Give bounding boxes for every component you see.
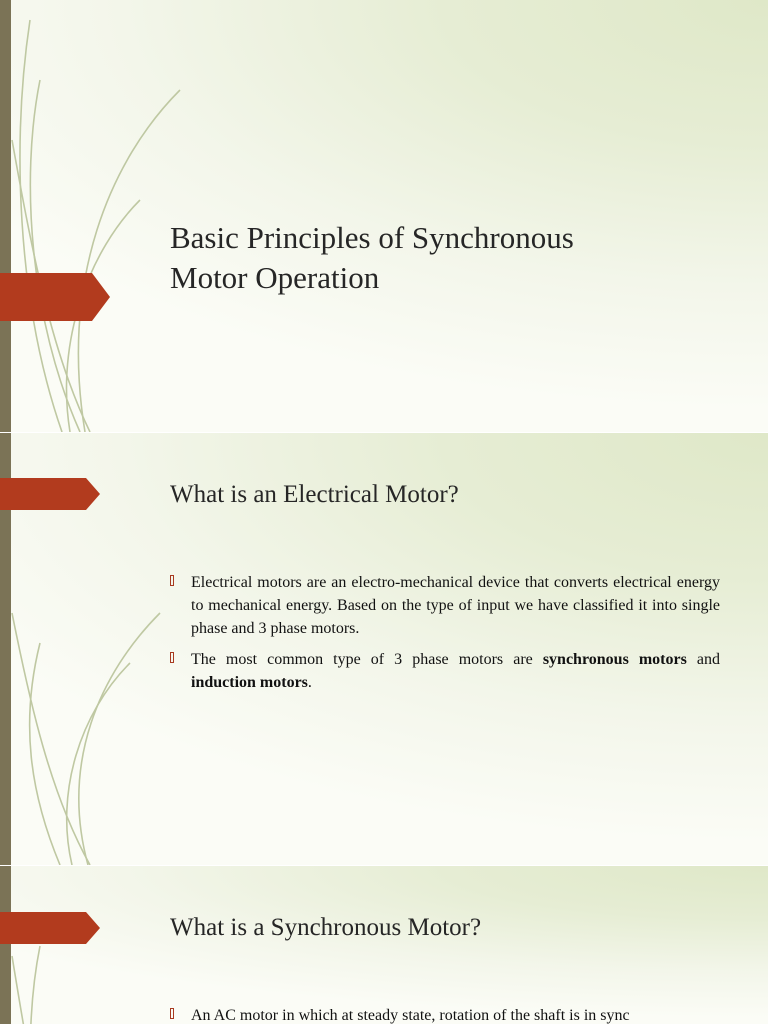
title-line-1: Basic Principles of Synchronous — [170, 220, 574, 255]
slide-2 — [0, 433, 768, 865]
list-item — [170, 648, 720, 694]
slide-1 — [0, 0, 768, 432]
arrow-tab — [0, 273, 112, 321]
arrow-tab — [0, 478, 104, 510]
decorative-curves — [0, 0, 200, 432]
bullet-list — [170, 571, 720, 702]
bullet-text: Electrical motors are an electro-mechanical device that converts electrical energy to mechanical energy. Based on the type of input we have classified it into single phase and 3 phase motors. — [191, 574, 720, 637]
list-item — [170, 571, 720, 640]
bullet-text-mid: and — [686, 651, 721, 668]
slide-3 — [0, 866, 768, 1024]
bullet-text-pre: The most common type of 3 phase motors are — [191, 651, 543, 668]
arrow-tab — [0, 912, 104, 944]
bullet-text: An AC motor in which at steady state, rotation of the shaft is in sync — [191, 1007, 630, 1024]
bold-term-induction: induction motors — [191, 674, 308, 691]
decorative-curves — [0, 866, 200, 1024]
bold-term-synchronous: synchronous motors — [542, 651, 687, 668]
slide-title — [170, 218, 574, 298]
slide-title: What is a Synchronous Motor? — [170, 914, 482, 941]
bullet-icon — [170, 1008, 174, 1019]
bullet-icon — [170, 575, 174, 586]
bullet-text-post: . — [307, 674, 312, 691]
bullet-icon — [170, 652, 174, 663]
list-item — [170, 1004, 720, 1024]
bullet-list — [170, 1004, 720, 1024]
slide-title: What is an Electrical Motor? — [170, 481, 459, 508]
title-line-2: Motor Operation — [170, 260, 380, 295]
